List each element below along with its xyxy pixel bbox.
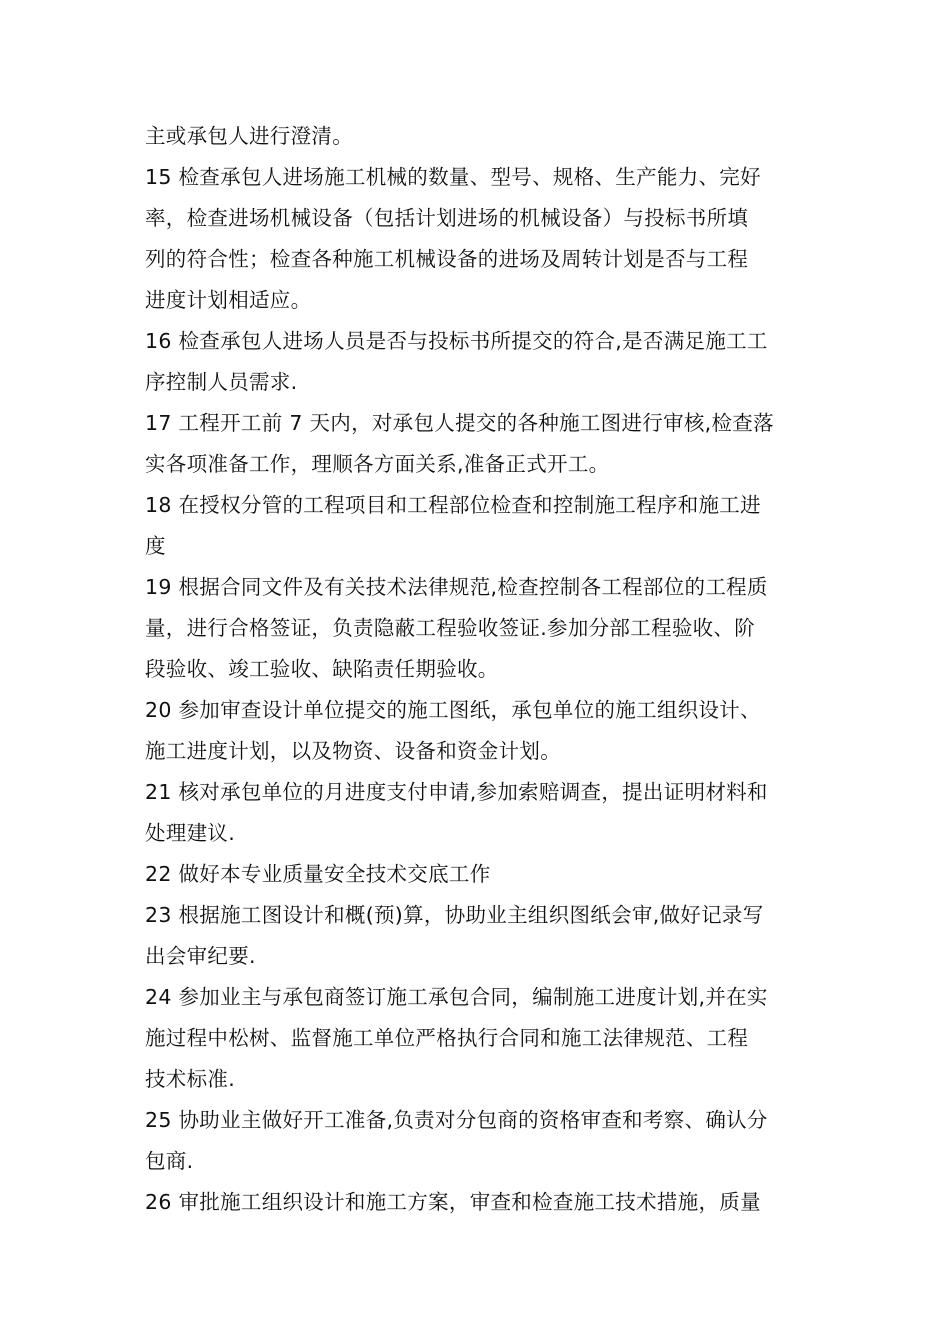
- text-line: 施过程中松树、监督施工单位严格执行合同和施工法律规范、工程: [145, 1026, 749, 1050]
- text-line: 21 核对承包单位的月进度支付申请,参加索赔调查，提出证明材料和: [145, 780, 768, 804]
- text-line: 序控制人员需求.: [145, 370, 298, 394]
- text-line: 包商.: [145, 1149, 194, 1173]
- text-line: 施工进度计划，以及物资、设备和资金计划。: [145, 739, 561, 763]
- text-line: 出会审纪要.: [145, 944, 256, 968]
- text-line: 23 根据施工图设计和概(预)算，协助业主组织图纸会审,做好记录写: [145, 903, 764, 927]
- text-line: 18 在授权分管的工程项目和工程部位检查和控制施工程序和施工进: [145, 493, 761, 517]
- document-body: [145, 116, 815, 1223]
- text-line: 技术标准.: [145, 1067, 236, 1091]
- text-line: 处理建议.: [145, 821, 236, 845]
- text-line: 量，进行合格签证，负责隐蔽工程验收签证.参加分部工程验收、阶: [145, 616, 756, 640]
- text-line: 度: [145, 534, 166, 558]
- text-line: 率，检查进场机械设备（包括计划进场的机械设备）与投标书所填: [145, 206, 749, 230]
- text-line: 20 参加审查设计单位提交的施工图纸，承包单位的施工组织设计、: [145, 698, 761, 722]
- text-line: 进度计划相适应。: [145, 288, 312, 312]
- text-line: 19 根据合同文件及有关技术法律规范,检查控制各工程部位的工程质: [145, 575, 768, 599]
- text-line: 26 审批施工组织设计和施工方案，审查和检查施工技术措施，质量: [145, 1190, 761, 1214]
- text-line: 17 工程开工前 7 天内，对承包人提交的各种施工图进行审核,检查落: [145, 411, 774, 435]
- text-line: 段验收、竣工验收、缺陷责任期验收。: [145, 657, 499, 681]
- text-line: 列的符合性；检查各种施工机械设备的进场及周转计划是否与工程: [145, 247, 749, 271]
- text-line: 25 协助业主做好开工准备,负责对分包商的资格审查和考察、确认分: [145, 1108, 768, 1132]
- text-line: 24 参加业主与承包商签订施工承包合同，编制施工进度计划,并在实: [145, 985, 768, 1009]
- text-line: 16 检查承包人进场人员是否与投标书所提交的符合,是否满足施工工: [145, 329, 768, 353]
- text-line: 22 做好本专业质量安全技术交底工作: [145, 862, 491, 886]
- text-line: 实各项准备工作，理顺各方面关系,准备正式开工。: [145, 452, 610, 476]
- text-line: 15 检查承包人进场施工机械的数量、型号、规格、生产能力、完好: [145, 165, 761, 189]
- text-line: 主或承包人进行澄清。: [145, 124, 353, 148]
